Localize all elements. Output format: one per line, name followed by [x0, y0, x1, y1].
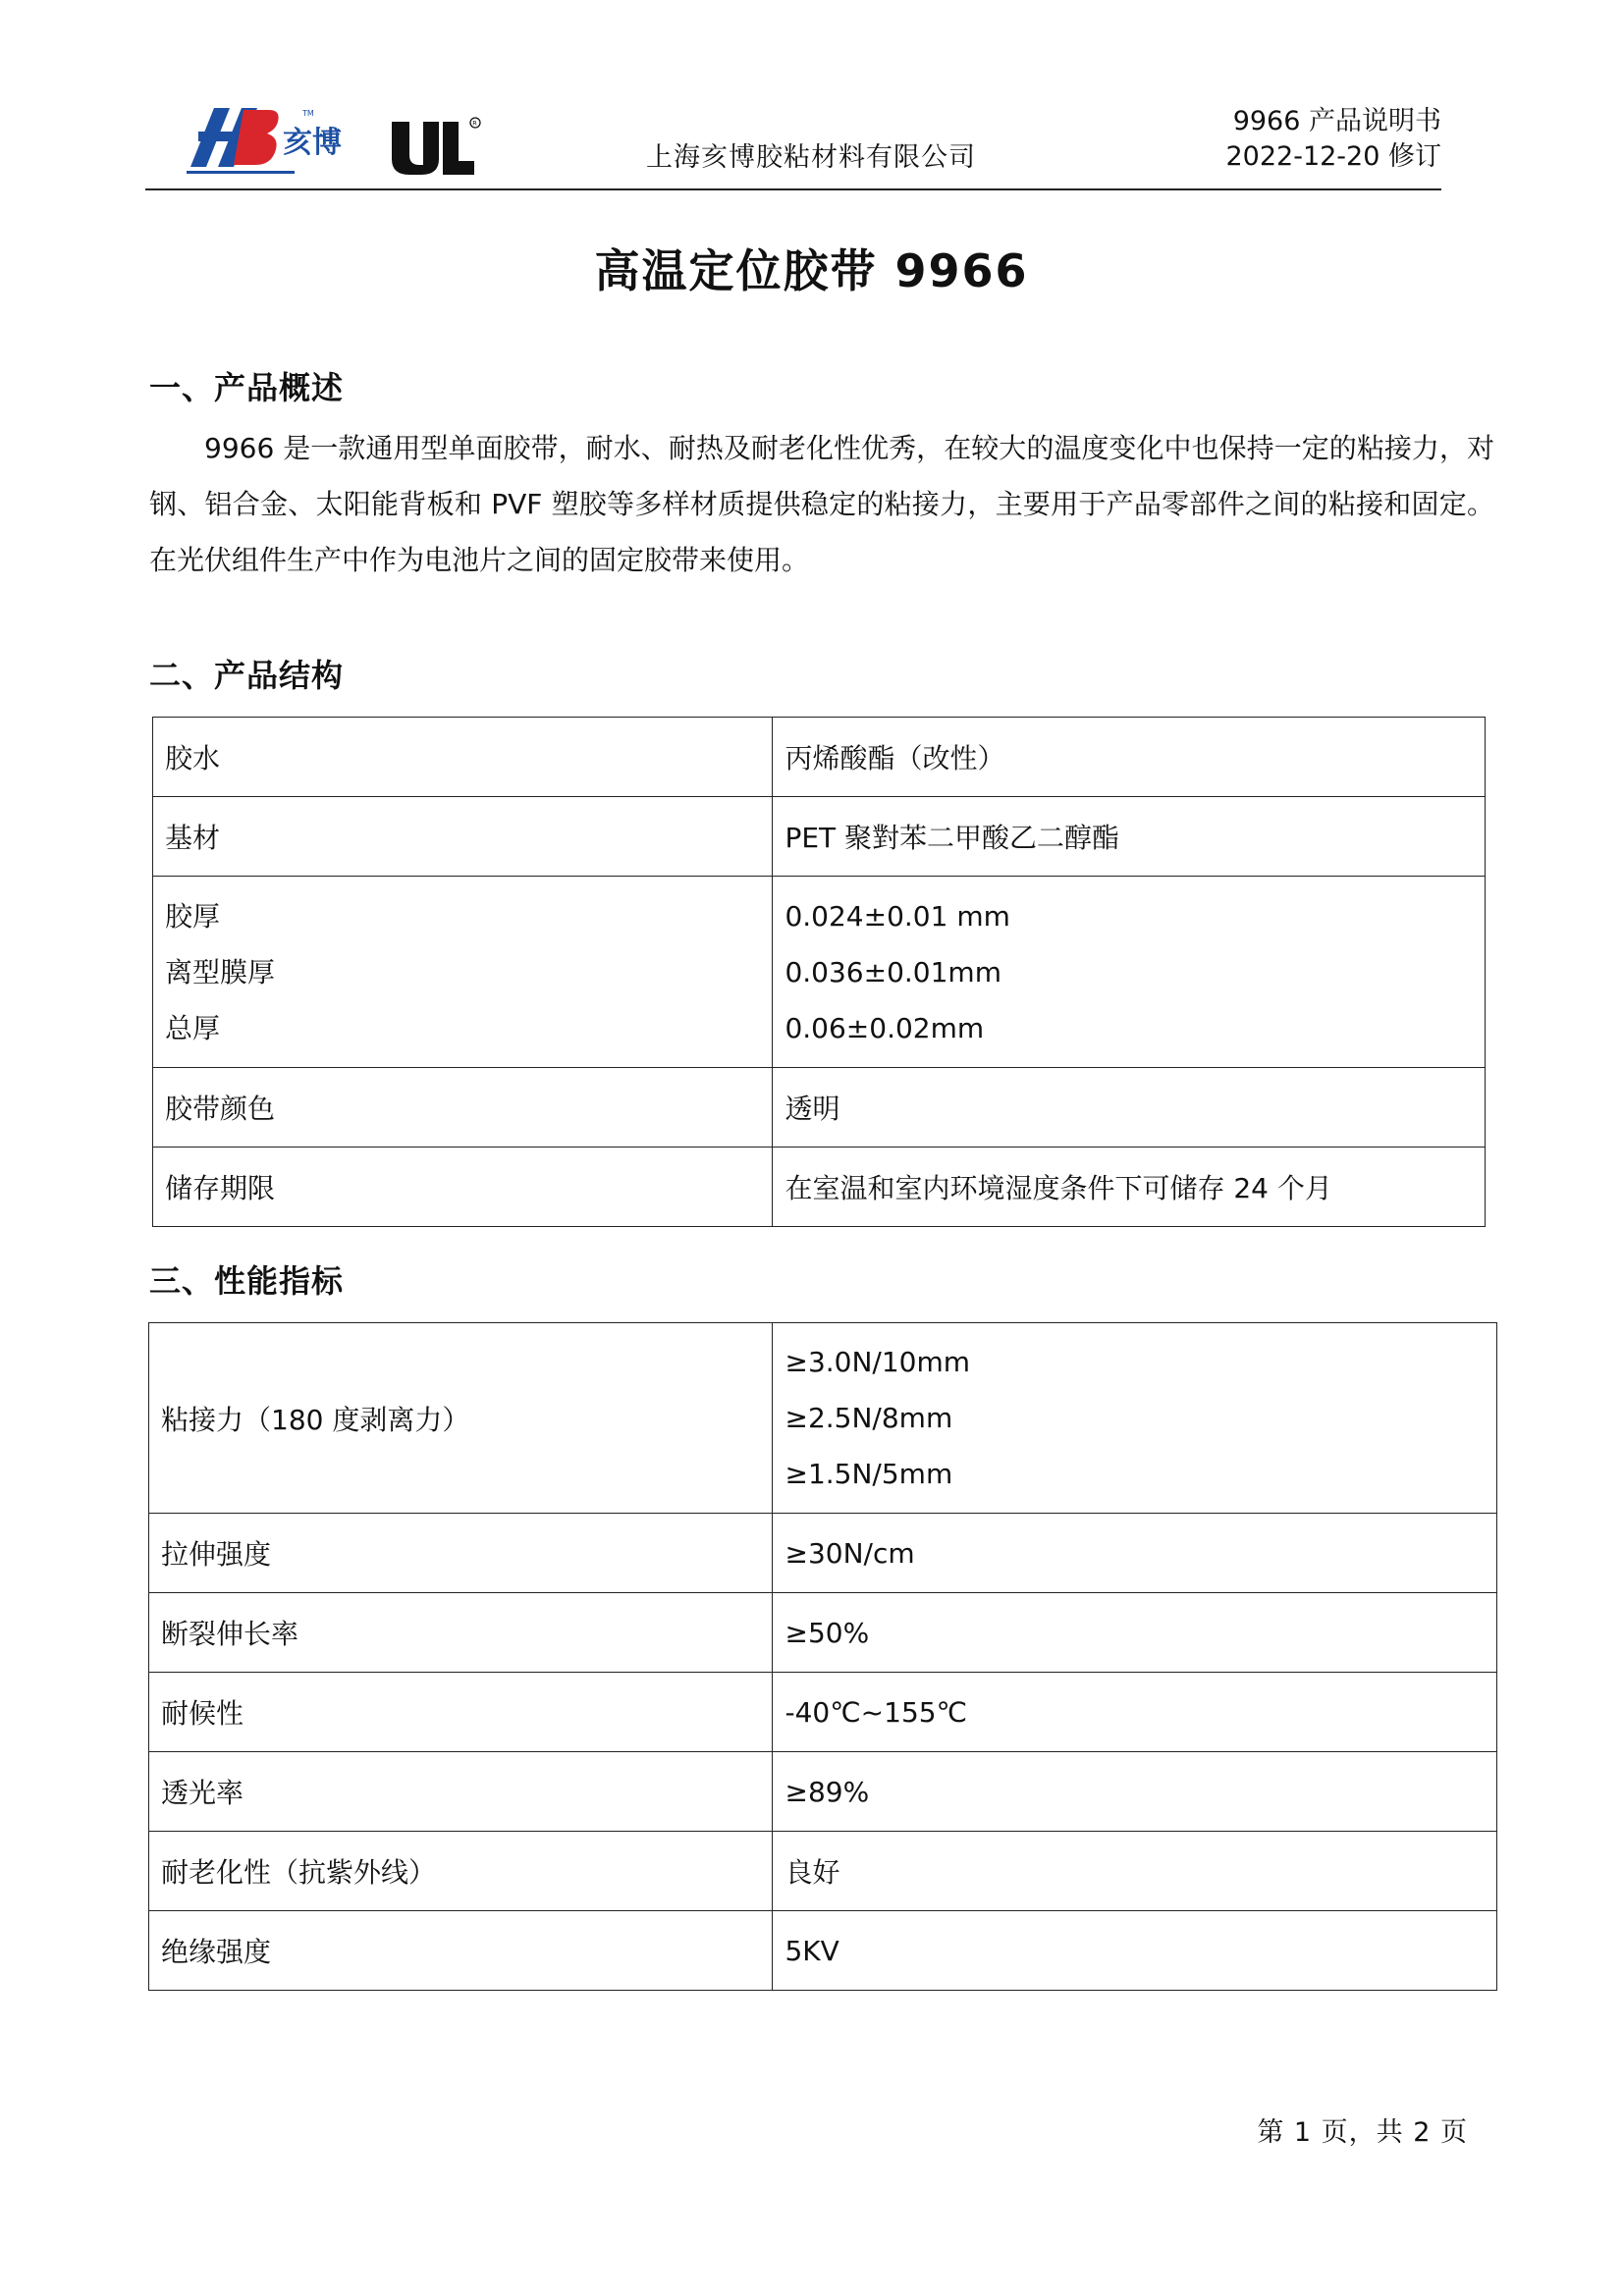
performance-label: 透光率	[149, 1752, 773, 1832]
table-row	[153, 1148, 1486, 1227]
performance-value: ≥2.5N/8mm	[784, 1402, 953, 1434]
structure-table	[152, 717, 1486, 1227]
overview-text: 9966 是一款通用型单面胶带，耐水、耐热及耐老化性优秀，在较大的温度变化中也保持一定的粘接力，对钢、铝合金、太阳能背板和 PVF 塑胶等多样材质提供稳定的粘接力，主要用于产品零部件之间的粘接和固定。在光伏组件生产中作为电池片之间的固定胶带来使用。	[149, 432, 1494, 576]
structure-label: 胶水	[153, 718, 773, 797]
revision-date: 2022-12-20 修订	[1225, 141, 1441, 172]
structure-heading: 二、产品结构	[149, 657, 345, 694]
performance-value: ≥50%	[773, 1593, 1497, 1673]
performance-value: -40℃~155℃	[773, 1673, 1497, 1752]
structure-value: 在室温和室内环境湿度条件下可储存 24 个月	[773, 1148, 1486, 1227]
page-header	[0, 0, 1623, 196]
structure-value-group	[773, 877, 1486, 1068]
performance-label: 拉伸强度	[149, 1514, 773, 1593]
table-row	[149, 1911, 1497, 1991]
doc-title: 9966 产品说明书	[1232, 106, 1441, 136]
company-name: 上海亥博胶粘材料有限公司	[646, 142, 976, 173]
structure-value: 0.06±0.02mm	[784, 1011, 985, 1044]
performance-table	[148, 1322, 1497, 1991]
structure-label-group	[153, 877, 773, 1068]
table-row	[153, 1068, 1486, 1148]
document-id	[1226, 104, 1442, 175]
performance-value: 良好	[773, 1832, 1497, 1911]
structure-value: 丙烯酸酯（改性）	[773, 718, 1486, 797]
table-row	[153, 877, 1486, 1068]
structure-label: 胶带颜色	[153, 1068, 773, 1148]
performance-heading: 三、性能指标	[149, 1262, 345, 1300]
structure-label: 基材	[153, 797, 773, 877]
performance-value: 5KV	[773, 1911, 1497, 1991]
performance-value: ≥89%	[773, 1752, 1497, 1832]
overview-heading: 一、产品概述	[149, 369, 345, 406]
structure-label: 储存期限	[153, 1148, 773, 1227]
performance-value-group	[773, 1323, 1497, 1514]
structure-value: 透明	[773, 1068, 1486, 1148]
table-row	[149, 1832, 1497, 1911]
performance-value: ≥1.5N/5mm	[784, 1458, 953, 1490]
table-row	[149, 1752, 1497, 1832]
structure-value: 0.036±0.01mm	[784, 955, 1001, 988]
header-divider	[145, 188, 1441, 190]
table-row	[149, 1514, 1497, 1593]
table-row	[149, 1323, 1497, 1514]
svg-text:TM: TM	[302, 109, 314, 118]
structure-label: 离型膜厚	[165, 955, 276, 988]
performance-label: 绝缘强度	[149, 1911, 773, 1991]
page-footer: 第 1 页，共 2 页	[1257, 2117, 1468, 2148]
page-title: 高温定位胶带 9966	[594, 244, 1029, 297]
svg-text:R: R	[472, 119, 477, 128]
structure-value: 0.024±0.01 mm	[784, 899, 1010, 933]
ul-certification-icon	[388, 116, 481, 177]
performance-label: 断裂伸长率	[149, 1593, 773, 1673]
performance-label: 粘接力（180 度剥离力）	[149, 1323, 773, 1514]
performance-label: 耐老化性（抗紫外线）	[149, 1832, 773, 1911]
table-row	[149, 1593, 1497, 1673]
brand-text: 亥博	[283, 126, 342, 160]
haibo-logo-icon	[185, 98, 356, 177]
table-row	[149, 1673, 1497, 1752]
performance-value: ≥30N/cm	[773, 1514, 1497, 1593]
table-row	[153, 718, 1486, 797]
performance-label: 耐候性	[149, 1673, 773, 1752]
structure-label: 胶厚	[165, 899, 221, 933]
performance-value: ≥3.0N/10mm	[784, 1346, 971, 1378]
table-row	[153, 797, 1486, 877]
structure-value: PET 聚對苯二甲酸乙二醇酯	[773, 797, 1486, 877]
structure-label: 总厚	[165, 1011, 221, 1044]
